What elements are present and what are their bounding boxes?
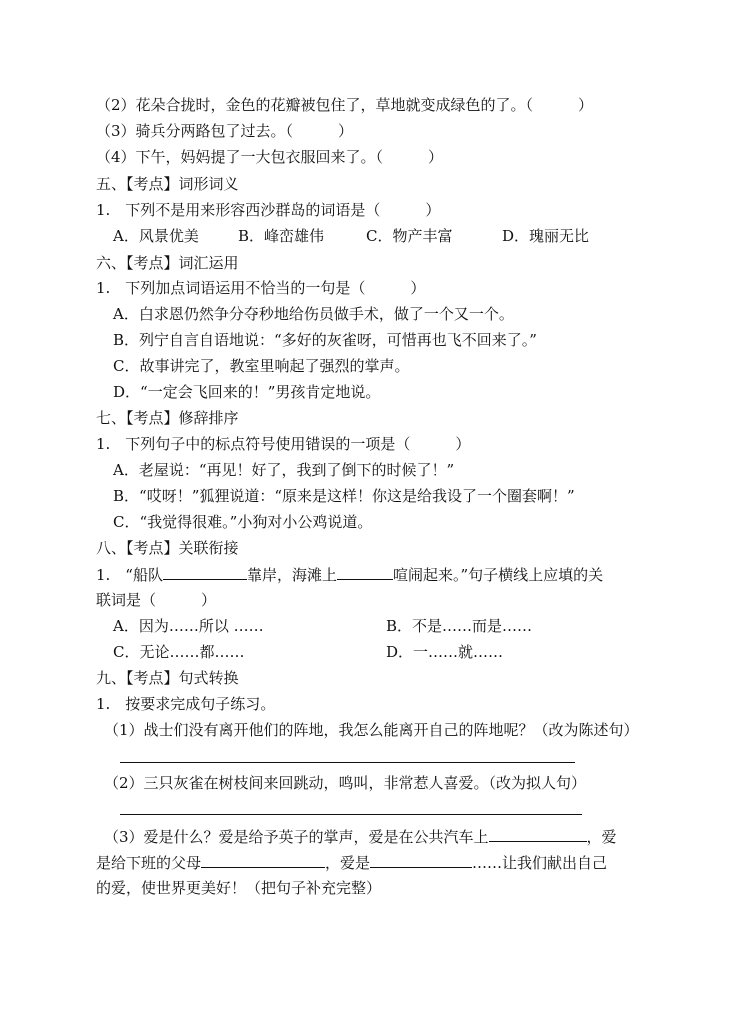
section-7-heading: 七、【考点】修辞排序: [96, 409, 239, 427]
s7-option-c: C．“我觉得很难。”小狗对小公鸡说道。: [113, 513, 373, 531]
section-6-heading: 六、【考点】词汇运用: [96, 254, 239, 272]
s6-option-a: A．白求恩仍然争分夺秒地给伤员做手术，做了一个又一个。: [113, 305, 514, 323]
s9-part-3-line-3: 的爱，使世界更美好！（把句子补充完整）: [96, 879, 382, 897]
answer-line[interactable]: [120, 814, 582, 815]
s9-part-3-text-d: ，爱是: [325, 854, 371, 872]
answer-line[interactable]: [120, 762, 575, 763]
fill-blank[interactable]: [337, 564, 393, 580]
q-2-line: （2）花朵合拢时，金色的花瓣被包住了，草地就变成绿色的了。（ ）: [96, 96, 594, 114]
fill-blank[interactable]: [201, 852, 325, 868]
fill-blank[interactable]: [163, 564, 247, 580]
fill-blank[interactable]: [370, 852, 472, 868]
q-3-line: （3）骑兵分两路包了过去。（ ）: [96, 122, 354, 140]
s8-option-c: C．无论……都……: [113, 643, 245, 661]
s8-option-d: D．一……就……: [386, 643, 504, 661]
s9-part-3-text-e: ……让我们献出自己: [472, 854, 608, 872]
s6-option-d: D．“一定会飞回来的！”男孩肯定地说。: [113, 383, 381, 401]
s7-question: 1. 下列句子中的标点符号使用错误的一项是（ ）: [96, 435, 471, 453]
s5-option-d: D．瑰丽无比: [502, 227, 590, 245]
s9-part-1: （1）战士们没有离开他们的阵地，我怎么能离开自己的阵地呢？（改为陈述句）: [104, 721, 639, 739]
section-9-heading: 九、【考点】句式转换: [96, 669, 239, 687]
s9-part-3-line-1: [104, 826, 617, 846]
s9-part-3-line-2: [96, 852, 607, 872]
s6-option-b: B．列宁自言自语地说：“多好的灰雀呀，可惜再也飞不回来了。”: [113, 331, 537, 349]
section-8-heading: 八、【考点】关联衔接: [96, 539, 239, 557]
s8-question-part-1: 1. “船队: [96, 566, 163, 584]
s8-option-a: A．因为……所以 ……: [113, 617, 264, 635]
s9-part-3-text-b: ，爱: [586, 828, 617, 846]
s8-question: [96, 564, 603, 584]
s5-option-a: A．风景优美: [113, 227, 199, 245]
s8-question-line-2: 联词是（ ）: [96, 591, 217, 609]
s7-option-a: A．老屋说：“再见！好了，我到了倒下的时候了！”: [113, 461, 455, 479]
s8-option-b: B．不是……而是……: [386, 617, 533, 635]
s5-option-c: C．物产丰富: [366, 227, 453, 245]
section-5-heading: 五、【考点】词形词义: [96, 175, 239, 193]
s8-question-part-3: 喧闹起来。”句子横线上应填的关: [393, 566, 604, 584]
fill-blank[interactable]: [489, 826, 587, 842]
s7-option-b: B．“哎呀！”狐狸说道：“原来是这样！你这是给我设了一个圈套啊！”: [113, 487, 575, 505]
s5-question: 1. 下列不是用来形容西沙群岛的词语是（ ）: [96, 201, 441, 219]
s9-part-2: （2）三只灰雀在树枝间来回跳动，鸣叫，非常惹人喜爱。（改为拟人句）: [104, 774, 587, 792]
s6-question: 1. 下列加点词语运用不恰当的一句是（ ）: [96, 279, 426, 297]
s8-question-part-2: 靠岸，海滩上: [246, 566, 337, 584]
s9-question: 1. 按要求完成句子练习。: [96, 695, 276, 713]
s6-option-c: C．故事讲完了，教室里响起了强烈的掌声。: [113, 357, 410, 375]
s9-part-3-text-c: 是给下班的父母: [96, 854, 202, 872]
s9-part-3-text-a: （3）爱是什么？爱是给予英子的掌声，爱是在公共汽车上: [104, 828, 489, 846]
q-4-line: （4）下午，妈妈提了一大包衣服回来了。（ ）: [96, 148, 444, 166]
s5-option-b: B．峰峦雄伟: [238, 227, 325, 245]
